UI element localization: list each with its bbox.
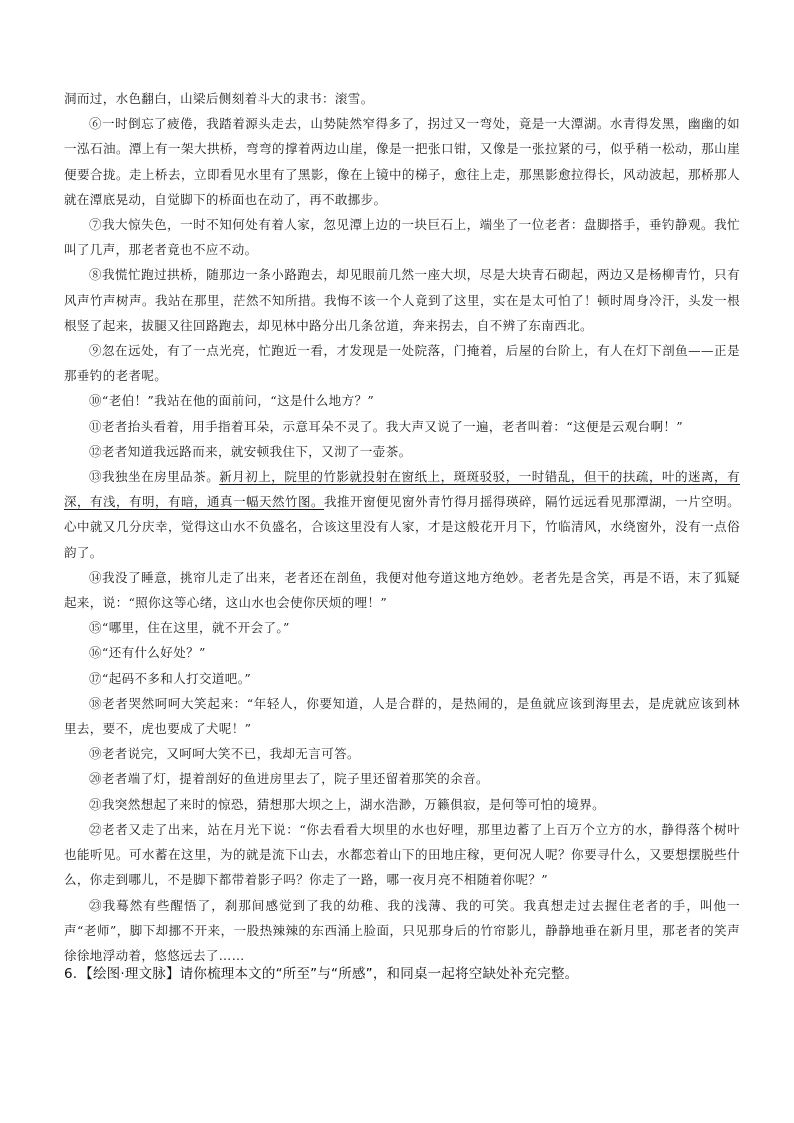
paragraph-21: ㉑我突然想起了来时的惊恐，猜想那大坝之上，湖水浩渺，万籁俱寂，是何等可怕的境界。 — [89, 796, 606, 812]
paragraph-13 — [64, 464, 740, 565]
paragraph-8: ⑧我慌忙跑过拱桥，随那边一条小路跑去，却见眼前几然一座大坝，尽是大块青石砌起，两边又是杨柳青竹，只有风声竹声树声。我站在那里，茫然不知所措。我悔不该一个人竟到了这里，实在是太可怕了！顿时周身冷汗，头发一根根竖了起来，拔腿又往回路跑去，却见林中路分出几条岔道，奔来拐去，自不辨了东南西北。 — [64, 267, 740, 333]
paragraph-6: ⑥一时倒忘了疲倦，我踏着源头走去，山势陡然窄得多了，拐过又一弯处，竟是一大潭湖。水青得发黑，幽幽的如一泓石油。潭上有一架大拱桥，弯弯的撑着两边山崖，像是一把张口钳，又像是一张拉紧的弓，似乎稍一松动，那山崖便要合拢。走上桥去，立即看见水里有了黑影，像在上镜中的梯子，愈往上走，那黑影愈拉得长，风动波起，那桥那人就在潭底晃动，自觉脚下的桥面也在动了，再不敢挪步。 — [64, 116, 740, 207]
article-body — [64, 86, 740, 968]
paragraph-19: ⑲老者说完，又呵呵大笑不已，我却无言可答。 — [89, 746, 360, 762]
paragraph-15: ⑮“哪里，住在这里，就不开会了。” — [89, 620, 290, 636]
paragraph-continued: 洞而过，水色翻白，山梁后侧刻着斗大的隶书：滚雪。 — [64, 91, 374, 106]
paragraph-16: ⑯“还有什么好处？” — [89, 645, 206, 661]
paragraph-17: ⑰“起码不多和人打交道吧。” — [89, 670, 252, 686]
paragraph-14: ⑭我没了睡意，挑帘儿走了出来，老者还在剖鱼，我便对他夸道这地方绝妙。老者先是含笑，再是不语，末了狐疑起来，说：“照你这等心绪，这山水也会使你厌烦的哩！” — [64, 569, 740, 611]
paragraph-11: ⑪老者抬头看着，用手指着耳朵，示意耳朵不灵了。我大声又说了一遍，老者叫着：“这便是云观台啊！” — [89, 418, 684, 434]
paragraph-12: ⑫老者知道我远路而来，就安顿我住下，又沏了一壶茶。 — [89, 443, 412, 459]
paragraph-22: ㉒老者又走了出来，站在月光下说：“你去看看大坝里的水也好哩，那里边蓄了上百万个立方的水，静得落个树叶也能听见。可水蓄在这里，为的就是流下山去，水都恋着山下的田地庄稼，更何况人呢？你要寻什么，又要想摆脱些什么，你走到哪儿，不是脚下都带着影子吗？你走了一路，哪一夜月亮不相随着你呢？” — [64, 821, 740, 888]
paragraph-13-rest: 我推开窗便见窗外青竹得月摇得瑛碎，隔竹远远看见那潭湖，一片空明。心中就又几分庆幸，觉得这山水不负盛名，合该这里没有人家，才是这般花开月下，竹临清风，水绕窗外，没有一点俗韵了。 — [64, 494, 740, 560]
question-number: 6. — [64, 966, 78, 982]
question-6 — [64, 964, 740, 984]
paragraph-20: ⑳老者端了灯，提着剖好的鱼进房里去了，院子里还留着那笑的余音。 — [89, 771, 489, 787]
question-text: 【绘图·理文脉】请你梳理本文的“所至”与“所感”，和同桌一起将空缺处补充完整。 — [79, 966, 579, 982]
paragraph-23: ㉓我蓦然有些醒悟了，刹那间感觉到了我的幼稚、我的浅薄、我的可笑。我真想走过去握住老者的手，叫他一声“老师”，脚下却挪不开来，一股热辣辣的东西涌上脸面，只见那身后的竹帘影儿，静静地垂在新月里，那老者的笑声徐徐地浮动着，悠悠远去了…… — [64, 897, 740, 963]
paragraph-7: ⑦我大惊失色，一时不知何处有着人家，忽见潭上边的一块巨石上，端坐了一位老者：盘脚搭手，垂钓静观。我忙叫了几声，那老者竟也不应不动。 — [64, 217, 740, 258]
paragraph-10: ⑩“老伯！”我站在他的面前问，“这是什么地方？” — [89, 393, 375, 409]
paragraph-13-underlined: 新月初上，院里的竹影就投射在窗纸上，斑斑驳驳，一时错乱，但干的扶疏，叶的迷离，有深，有浅，有明，有暗，通真一幅天然竹图。 — [64, 469, 740, 510]
paragraph-18: ⑱老者哭然呵呵大笑起来：“年轻人，你要知道，人是合群的，是热闹的，是鱼就应该到海里去，是虎就应该到林里去，要不，虎也要成了犬呢！” — [64, 695, 740, 737]
paragraph-13-lead: ⑬我独坐在房里品茶。 — [89, 469, 220, 485]
paragraph-9: ⑨忽在远处，有了一点光亮，忙跑近一看，才发现是一处院落，门掩着，后屋的台阶上，有人在灯下剖鱼——正是那垂钓的老者呢。 — [64, 343, 740, 384]
